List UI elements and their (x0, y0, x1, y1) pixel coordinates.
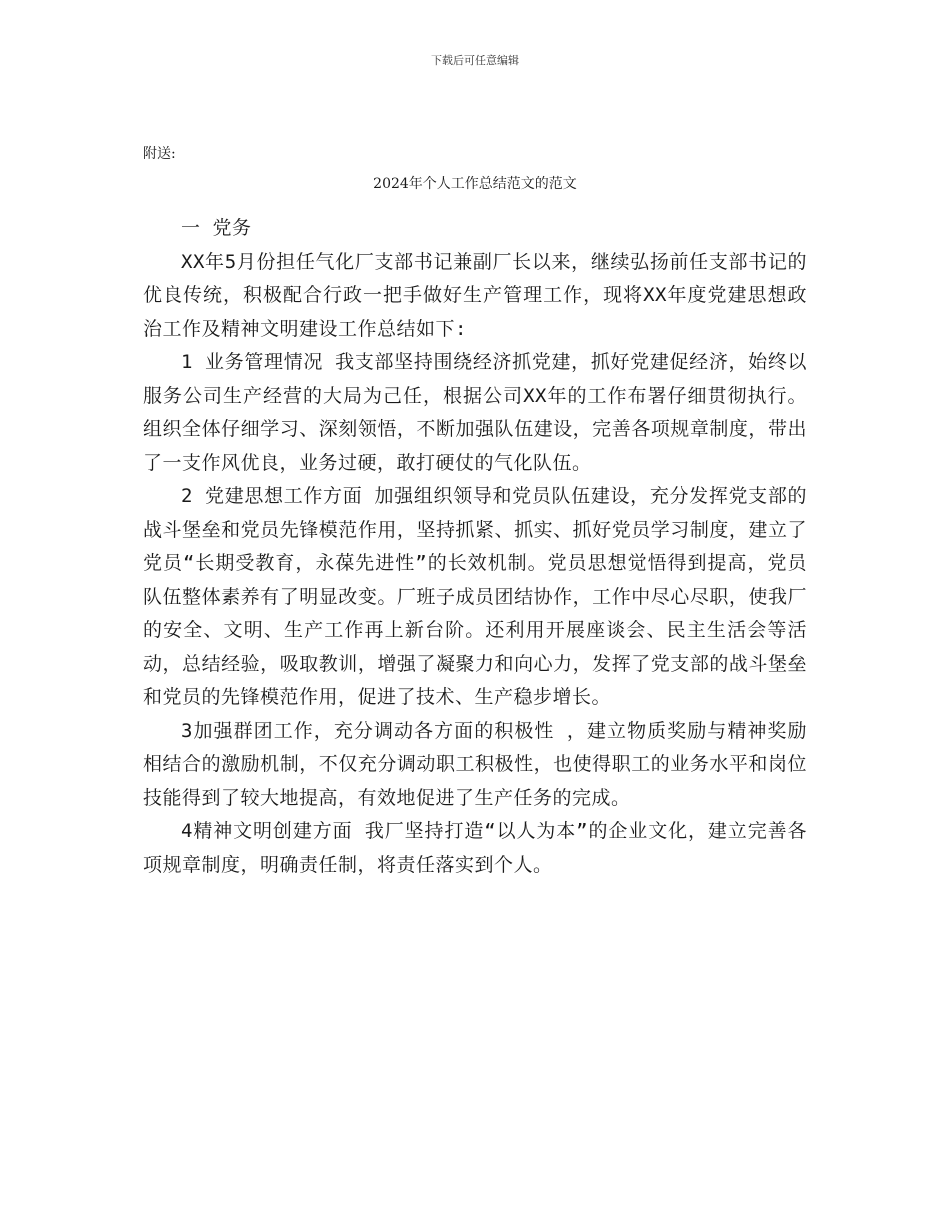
page-header: 下载后可任意编辑 (431, 54, 519, 67)
section-heading: 一 党务 (181, 217, 252, 239)
paragraph-intro: XX年5月份担任气化厂支部书记兼副厂长以来，继续弘扬前任支部书记的优良传统，积极配合行政一把手做好生产管理工作，现将XX年度党建思想政治工作及精神文明建设工作总结如下: (143, 250, 807, 340)
document-title: 2024年个人工作总结范文的范文 (373, 176, 577, 192)
document-body (143, 212, 807, 882)
paragraph-2: 2 党建思想工作方面 加强组织领导和党员队伍建设，充分发挥党支部的战斗堡垒和党员先锋模范作用，坚持抓紧、抓实、抓好党员学习制度，建立了党员“长期受教育，永葆先进性”的长效机制。党员思想觉悟得到提高，党员队伍整体素养有了明显改变。厂班子成员团结协作，工作中尽心尽职，使我厂的安全、文明、生产工作再上新台阶。还利用开展座谈会、民主生活会等活动，总结经验，吸取教训，增强了凝聚力和向心力，发挥了党支部的战斗堡垒和党员的先锋模范作用，促进了技术、生产稳步增长。 (143, 485, 807, 708)
paragraph-1: 1 业务管理情况 我支部坚持围绕经济抓党建，抓好党建促经济，始终以服务公司生产经营的大局为己任，根据公司XX年的工作布署仔细贯彻执行。组织全体仔细学习、深刻领悟，不断加强队伍建设，完善各项规章制度，带出了一支作风优良，业务过硬，敢打硬仗的气化队伍。 (143, 351, 807, 474)
attachment-label: 附送: (143, 146, 176, 162)
paragraph-3: 3加强群团工作，充分调动各方面的积极性 ，建立物质奖励与精神奖励相结合的激励机制，不仅充分调动职工积极性，也使得职工的业务水平和岗位技能得到了较大地提高，有效地促进了生产任务的完成。 (143, 719, 807, 809)
paragraph-4: 4精神文明创建方面 我厂坚持打造“以人为本”的企业文化，建立完善各项规章制度，明确责任制，将责任落实到个人。 (143, 820, 807, 876)
